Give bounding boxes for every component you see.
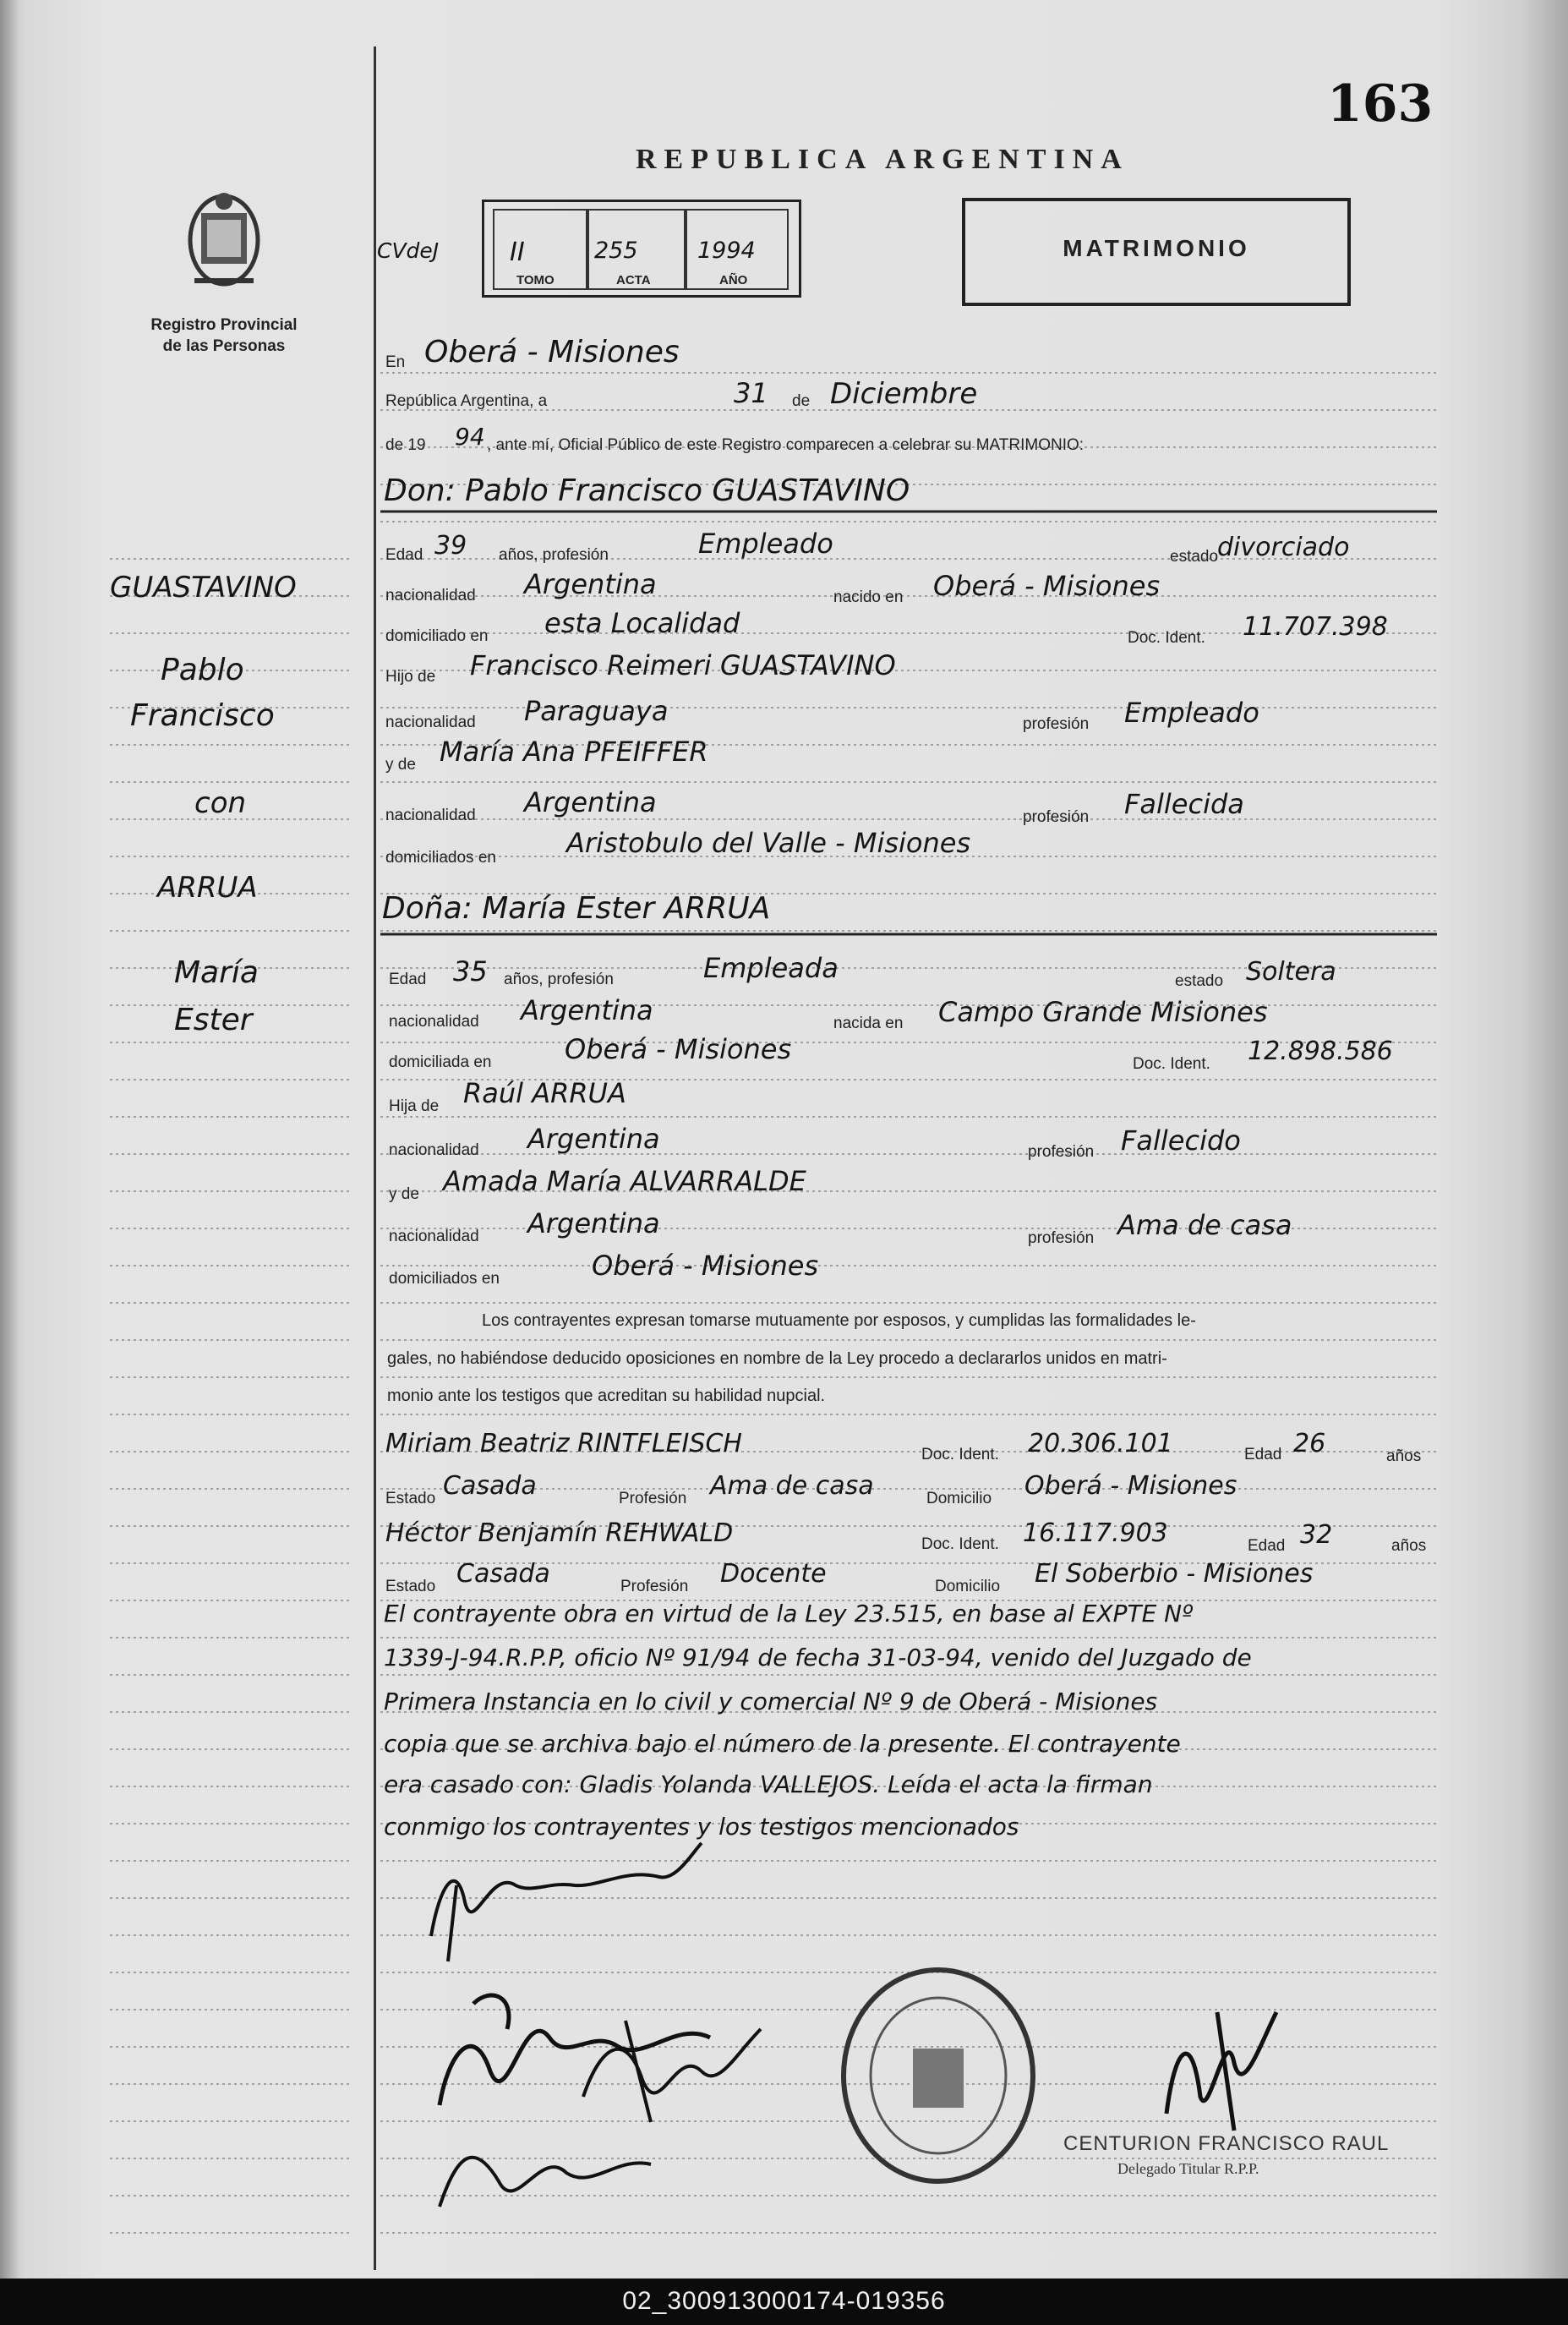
de-label: de [792, 392, 811, 410]
groom-hijo-label: Hijo de [385, 668, 436, 686]
bride-nacida-label: nacida en [833, 1015, 904, 1032]
witness2-prof-label: Profesión [620, 1578, 689, 1595]
en-label: En [385, 353, 406, 371]
groom-profesion-label: años, profesión [499, 546, 609, 564]
groom-mother-prof-label: profesión [1023, 808, 1090, 826]
groom-mother-nationality: Argentina [524, 786, 657, 818]
groom-nacido-label: nacido en [833, 588, 904, 606]
witness1-prof-label: Profesión [619, 1490, 687, 1507]
bride-parents-domicile: Oberá - Misiones [592, 1250, 819, 1282]
groom-father-prof-label: profesión [1023, 715, 1090, 733]
note-line-4: copia que se archiva bajo el número de la presente. El contrayente [384, 1730, 1181, 1758]
bride-edad-label: Edad [389, 971, 427, 988]
groom-estado-label: estado [1170, 548, 1219, 566]
groom-nacionalidad-label: nacionalidad [385, 587, 476, 604]
groom-father: Francisco Reimeri GUASTAVINO [470, 649, 896, 681]
intro-text: , ante mí, Oficial Público de este Registro comparecen a celebrar su MATRIMONIO: [487, 436, 1084, 454]
bride-mother-profession: Ama de casa [1117, 1209, 1292, 1241]
margin-con: con [194, 786, 247, 820]
witness2-doc-id: 16.117.903 [1023, 1518, 1168, 1548]
matrimonio-box [962, 198, 1351, 306]
witness1-state: Casada [443, 1471, 537, 1501]
note-line-5: era casado con: Gladis Yolanda VALLEJOS. Leída el acta la firman [384, 1770, 1153, 1798]
groom-domicile: esta Localidad [544, 607, 740, 639]
place-value: Oberá - Misiones [424, 335, 680, 369]
bride-yde-label: y de [389, 1185, 419, 1203]
groom-age: 39 [434, 531, 467, 561]
witness1-edad-label: Edad [1244, 1446, 1282, 1463]
witness1-dom-label: Domicilio [926, 1490, 992, 1507]
official-signature [1150, 1995, 1285, 2139]
bride-nacionalidad-label: nacionalidad [389, 1013, 479, 1031]
witness2-name: Héctor Benjamín REHWALD [385, 1518, 734, 1548]
witness2-state: Casada [456, 1559, 550, 1589]
margin-bride-second: Ester [174, 1003, 253, 1037]
groom-birthplace: Oberá - Misiones [933, 570, 1161, 602]
official-stamp [833, 1960, 1044, 2192]
bride-parents-dom-label: domiciliados en [389, 1270, 500, 1288]
witness1-doc-label: Doc. Ident. [921, 1446, 999, 1463]
bride-father: Raúl ARRUA [463, 1077, 626, 1109]
margin-bride-surname: ARRUA [157, 871, 258, 905]
bride-doc-label: Doc. Ident. [1133, 1055, 1210, 1073]
witness1-age: 26 [1293, 1429, 1326, 1458]
margin-first-name: Pablo [161, 653, 244, 687]
bride-mother-nationality: Argentina [527, 1207, 660, 1239]
bride-mother-prof-label: profesión [1028, 1229, 1095, 1247]
page-number: 163 [1327, 74, 1434, 134]
note-line-2: 1339-J-94.R.P.P, oficio Nº 91/94 de fecha 31-03-94, venido del Juzgado de [384, 1644, 1252, 1671]
witness1-anos-label: años [1386, 1447, 1422, 1465]
witness2-estado-label: Estado [385, 1578, 436, 1595]
groom-father-nationality: Paraguaya [524, 695, 669, 727]
doc-type: MATRIMONIO [1063, 235, 1250, 261]
groom-father-profession: Empleado [1124, 697, 1259, 729]
day-value: 31 [734, 377, 768, 409]
groom-mother-nac-label: nacionalidad [385, 807, 476, 824]
bride-domicilio-label: domiciliada en [389, 1053, 492, 1071]
margin-second-name: Francisco [130, 698, 275, 733]
groom-edad-label: Edad [385, 546, 423, 564]
witness2-dom-label: Domicilio [935, 1578, 1001, 1595]
tomo-label: TOMO [516, 273, 555, 287]
bride-father-nationality: Argentina [527, 1123, 660, 1155]
official-name: CENTURION FRANCISCO RAUL [1063, 2132, 1390, 2155]
witness1-estado-label: Estado [385, 1490, 436, 1507]
witness2-domicile: El Soberbio - Misiones [1035, 1559, 1314, 1589]
groom-parents-dom-label: domiciliados en [385, 849, 496, 867]
bride-father-prof-label: profesión [1028, 1143, 1095, 1161]
witness2-doc-label: Doc. Ident. [921, 1535, 999, 1553]
bride-hija-label: Hija de [389, 1097, 440, 1115]
witness-signature-2 [575, 1995, 778, 2139]
bride-profesion-label: años, profesión [504, 971, 614, 988]
witness1-profession: Ama de casa [710, 1471, 874, 1501]
bride-profession: Empleada [703, 952, 839, 984]
registry-name: Registro Provincial de las Personas [150, 316, 298, 355]
year-suffix: 94 [455, 423, 485, 451]
groom-yde-label: y de [385, 756, 416, 774]
groom-nationality: Argentina [524, 568, 657, 600]
republica-label: República Argentina, a [385, 392, 548, 410]
year-prefix: de 19 [385, 436, 426, 454]
groom-civil-state: divorciado [1217, 533, 1350, 562]
groom-mother: María Ana PFEIFFER [440, 736, 708, 768]
acta-value: 255 [594, 238, 638, 264]
groom-profession: Empleado [698, 528, 833, 560]
note-line-6: conmigo los contrayentes y los testigos mencionados [384, 1813, 1019, 1841]
groom-doc-id: 11.707.398 [1243, 612, 1388, 642]
groom-signature [406, 1835, 744, 1970]
witness2-age: 32 [1300, 1520, 1333, 1550]
bride-nationality: Argentina [521, 994, 653, 1026]
groom-parents-domicile: Aristobulo del Valle - Misiones [566, 827, 971, 859]
declaration-line-2: gales, no habiéndose deducido oposiciones en nombre de la Ley procedo a declararlos unidos en matri- [387, 1349, 1167, 1368]
witness1-domicile: Oberá - Misiones [1024, 1471, 1237, 1501]
groom-father-nac-label: nacionalidad [385, 714, 476, 731]
bride-domicile: Oberá - Misiones [565, 1033, 792, 1065]
country-title: REPUBLICA ARGENTINA [636, 144, 1129, 175]
bride-age: 35 [453, 955, 488, 987]
bride-doc-id: 12.898.586 [1248, 1037, 1393, 1066]
groom-mother-profession: Fallecida [1124, 788, 1244, 820]
acta-number-box [482, 200, 801, 298]
witness1-name: Miriam Beatriz RINTFLEISCH [385, 1429, 742, 1458]
margin-bride-first: María [174, 955, 259, 990]
declaration-line-3: monio ante los testigos que acreditan su habilidad nupcial. [387, 1387, 826, 1405]
month-value: Diciembre [830, 377, 978, 411]
witness2-anos-label: años [1391, 1537, 1427, 1555]
witness2-profession: Docente [720, 1559, 827, 1589]
declaration-line-1: Los contrayentes expresan tomarse mutuamente por esposos, y cumplidas las formalidades le- [482, 1311, 1196, 1330]
bride-birthplace: Campo Grande Misiones [938, 996, 1268, 1028]
bride-mother: Amada María ALVARRALDE [443, 1165, 806, 1197]
bride-estado-label: estado [1175, 972, 1224, 990]
bride-mother-nac-label: nacionalidad [389, 1228, 479, 1245]
tomo-value: II [510, 238, 525, 267]
image-id-footer: 02_300913000174-019356 [622, 2287, 946, 2315]
ano-label: AÑO [719, 273, 748, 287]
bride-name: Doña: María Ester ARRUA [382, 891, 771, 926]
bride-father-profession: Fallecido [1121, 1124, 1241, 1157]
ano-value: 1994 [697, 238, 756, 264]
province-seal-logo [178, 188, 270, 298]
note-line-1: El contrayente obra en virtud de la Ley 23.515, en base al EXPTE Nº [384, 1600, 1194, 1628]
acta-label: ACTA [616, 273, 651, 287]
witness2-edad-label: Edad [1248, 1537, 1286, 1555]
groom-doc-label: Doc. Ident. [1128, 629, 1205, 647]
bride-father-nac-label: nacionalidad [389, 1141, 479, 1159]
groom-domicilio-label: domiciliado en [385, 627, 489, 645]
official-title: Delegado Titular R.P.P. [1117, 2160, 1259, 2177]
bride-civil-state: Soltera [1246, 957, 1336, 987]
cvdej-mark: CVdeJ [377, 238, 440, 263]
witness1-doc-id: 20.306.101 [1028, 1429, 1173, 1458]
note-line-3: Primera Instancia en lo civil y comercial Nº 9 de Oberá - Misiones [384, 1688, 1158, 1715]
groom-name: Don: Pablo Francisco GUASTAVINO [384, 473, 910, 508]
margin-surname: GUASTAVINO [110, 571, 297, 604]
